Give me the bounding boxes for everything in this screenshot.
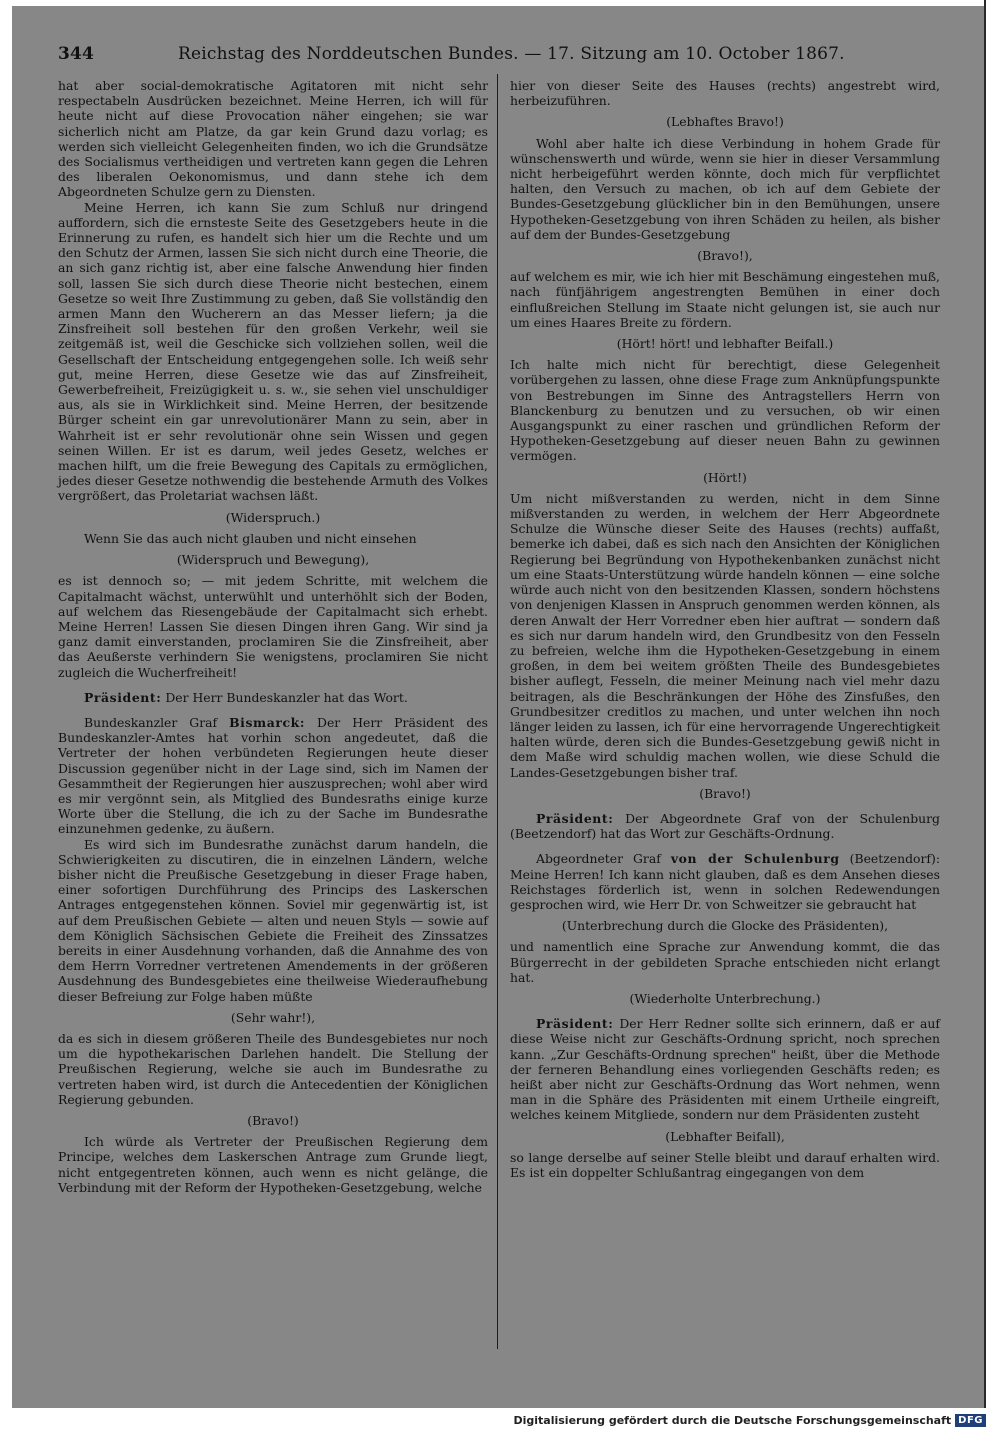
body-paragraph: Ich halte mich nicht für berechtigt, diese Gelegenheit vorübergehen zu lassen, ohne diese Frage zum Anknüpfungspunkte von Bestrebungen im Sinne des Antragstellers Herrn von Blanckenburg zu benutzen und zu versuchen, ob wir einen Ausgangspunkt zu einer raschen und gründlichen Reform der Hypotheken-Gesetzgebung auf dieser neuen Bahn zu gewinnen vermögen. xyxy=(510,357,940,464)
body-paragraph: auf welchem es mir, wie ich hier mit Beschämung eingestehen muß, nach fünfjährigem angestrengten Bemühen in einer doch einflußreichen Stellung im Staate nicht gelungen ist, sie auch nur um eines Haares Breite zu fördern. xyxy=(510,269,940,330)
speech-text: Der Abgeordnete Graf von der Schulenburg (Beetzendorf) hat das Wort zur Geschäfts-Ordnung. xyxy=(510,810,940,842)
interjection: (Bravo!) xyxy=(699,785,751,801)
interjection: (Unterbrechung durch die Glocke des Präsidenten), xyxy=(561,918,889,934)
speaker-name: Präsident: xyxy=(536,1016,614,1032)
interjection: (Bravo!) xyxy=(247,1113,299,1128)
page-border-right xyxy=(986,0,1000,1408)
speaker-paragraph xyxy=(58,715,488,837)
speech-text: Der Herr Redner sollte sich erinnern, daß er auf diese Weise nicht zur Geschäfts-Ordnung spricht, noch sprechen kann. „Zur Geschäfts-Ordnung sprechen" heißt, über die Methode der ferneren Behandlung eines vorliegenden Geschäfts reden; es heißt aber nicht zur Geschäfts-Ordnung das Wort nehmen, wenn man in die Sphäre des Präsidenten mit einem Urtheile eingreift, welches keinem Mitgliede, sondern nur dem Präsidenten zusteht xyxy=(510,1016,940,1123)
body-paragraph: so lange derselbe auf seiner Stelle bleibt und darauf erhalten wird. Es ist ein doppelter Schlußantrag eingegangen von dem xyxy=(510,1149,940,1180)
speaker-paragraph xyxy=(510,1016,940,1122)
interjection: (Bravo!), xyxy=(697,248,753,264)
speaker-paragraph xyxy=(510,811,940,841)
speaker-paragraph xyxy=(58,690,488,705)
speaker-title: Bundeskanzler Graf xyxy=(84,714,230,730)
body-paragraph: Es wird sich im Bundesrathe zunächst darum handeln, die Schwierigkeiten zu discutiren, die in einzelnen Ländern, welche bisher nicht die Preußische Gesetzgebung in dieser Frage haben, einer sofortigen Durchführung des Princips des Laskerschen Antrages entgegenstehen können. Soviel mir gegenwärtig ist, ist auf dem Preußischen Gebiete — alten und neuen Styls — sowie auf dem Königlich Sächsischen Gebiete die Freiheit des Zinssatzes bereits in einer Ausdehnung vorhanden, daß die Annahme des von dem Herrn Vorredner vertretenen Amendements in der größeren Ausdehnung des Bundesgebietes eine theilweise Wiederaufhebung dieser Befreiung zur Folge haben müßte xyxy=(58,836,488,1004)
body-paragraph: hat aber social-demokratische Agitatoren mit nicht sehr respectabeln Ausdrücken bezeichnet. Meine Herren, ich will für heute nicht auf diese Provocation näher eingehen; sie war sicherlich nicht am Platze, da gar kein Grund dazu vorlag; es werden sich vielleicht Gelegenheiten finden, wo ich die Grundsätze des Socialismus vertheidigen und vertreten kann gegen die Lehren des liberalen Oekonomismus, und dann stehe ich dem Abgeordneten Schulze gern zu Diensten. xyxy=(58,78,488,200)
interjection: (Sehr wahr!), xyxy=(230,1009,316,1025)
interjection: (Hört!) xyxy=(703,469,747,485)
speaker-paragraph xyxy=(510,851,940,912)
page-border-left xyxy=(0,0,12,1408)
body-paragraph: Um nicht mißverstanden zu werden, nicht in dem Sinne mißverstanden zu werden, in welchem der Herr Abgeordnete Schulze die Wünsche dieser Seite des Hauses (rechts) auffaßt, bemerke ich dabei, daß es sich nach den Ansichten der Königlichen Regierung bei Begründung von Hypothekenbanken zunächst nicht um eine Staats-Unterstützung würde handeln können — eine solche würde auch nicht von den besitzenden Klassen, sondern höchstens von denjenigen Klassen in Anspruch genommen werden können, als deren Anwalt der Herr Vorredner eben hier auftrat — sondern daß es sich nur darum handeln wird, den Grundbesitz von den Fesseln zu befreien, welche ihm die Hypotheken-Gesetzgebung in einem großen, in dem bei weitem größten Theile des Bundesgebietes bisher auflegt, Fesseln, die meiner Meinung nach viel mehr dazu beitragen, als die Beschränkungen der Höhe des Zinsfußes, den Grundbesitzer creditlos zu machen, und unter welchen ihn noch länger leiden zu lassen, ich für eine hervorragende Ungerechtigkeit halten würde, deren sich die Bundes-Gesetzgebung gewiß nicht in dem Maße wird schuldig machen wollen, wie diese Schuld die Landes-Gesetzgebungen bisher traf. xyxy=(510,490,940,780)
body-paragraph: es ist dennoch so; — mit jedem Schritte, mit welchem die Capitalmacht wächst, unterwühlt und unterhöhlt sich der Boden, auf welchem das Riesengebäude der Capitalmacht sich erhebt. Meine Herren! Lassen Sie diesen Dingen ihren Gang. Wir sind ja ganz damit einverstanden, proclamiren Sie die Zinsfreiheit, aber das Aeußerste verhindern Sie wenigstens, proclamiren Sie nicht zugleich die Wucherfreiheit! xyxy=(58,573,488,680)
page-number: 344 xyxy=(58,44,95,64)
interjection: (Widerspruch und Bewegung), xyxy=(176,552,370,568)
interjection: (Lebhaftes Bravo!) xyxy=(666,114,784,130)
footer-credit xyxy=(513,1414,986,1427)
body-paragraph: hier von dieser Seite des Hauses (rechts) angestrebt wird, herbeizuführen. xyxy=(510,78,940,109)
speech-text: (Beetzendorf): Meine Herren! Ich kann nicht glauben, daß es dem Ansehen dieses Reichstages förderlich ist, wenn in solchen Redewendungen gesprochen wird, wie Herr Dr. von Schweitzer sie gebraucht hat xyxy=(510,851,940,912)
speaker-title: Abgeordneter Graf xyxy=(536,851,671,867)
dfg-logo: DFG xyxy=(955,1414,986,1427)
body-paragraph: Ich würde als Vertreter der Preußischen Regierung dem Principe, welches dem Laskerschen Antrage zum Grunde liegt, nicht entgegentreten können, auch wenn es nicht gelänge, die Verbindung mit der Reform der Hypotheken-Gesetzgebung, welche xyxy=(58,1134,488,1195)
interjection: (Hört! hört! und lebhafter Beifall.) xyxy=(616,336,834,352)
column-divider xyxy=(497,74,498,1349)
footer-text: Digitalisierung gefördert durch die Deutsche Forschungsgemeinschaft xyxy=(513,1414,952,1427)
right-column xyxy=(510,78,940,1180)
interjection: (Wiederholte Unterbrechung.) xyxy=(629,990,821,1006)
speaker-name: von der Schulenburg xyxy=(670,851,840,867)
body-paragraph: Wenn Sie das auch nicht glauben und nicht einsehen xyxy=(84,530,417,546)
page-title: Reichstag des Norddeutschen Bundes. — 17. Sitzung am 10. October 1867. xyxy=(178,44,845,64)
body-paragraph: und namentlich eine Sprache zur Anwendung kommt, die das Bürgerrecht in der gebildeten Sprache entschieden nicht erlangt hat. xyxy=(510,939,940,985)
body-paragraph: da es sich in diesem größeren Theile des Bundesgebietes nur noch um die hypothekarischen Darlehen handelt. Die Stellung der Preußischen Regierung, welche sie auch im Bundesrathe zu vertreten haben wird, ist durch die Antecedentien der Königlichen Regierung gebunden. xyxy=(58,1030,488,1107)
page-edge-line xyxy=(984,0,986,1408)
left-column xyxy=(58,78,488,1195)
page-header xyxy=(58,44,938,68)
body-paragraph: Meine Herren, ich kann Sie zum Schluß nur dringend auffordern, sich die ernsteste Seite des Gesetzgebers heute in die Erinnerung zu rufen, es handelt sich hier um die Rechte und um den Schutz der Armen, lassen Sie sich nicht durch eine Theorie, die an sich ganz richtig ist, aber eine falsche Anwendung hier finden soll, lassen Sie sich durch diese Theorie nicht bestechen, einem Gesetze so weit Ihre Zustimmung zu geben, daß Sie vollständig den armen Mann den Wucherern an das Messer liefern; ja die Zinsfreiheit soll bestehen für den großen Verkehr, weil sie zeitgemäß ist, weil die Geschicke sich vollziehen sollen, weil die Gesellschaft der Entscheidung entgegengehen solle. Ich weiß sehr gut, meine Herren, diese Gesetze wie das auf Zinsfreiheit, Gewerbefreiheit, Freizügigkeit u. s. w., sie sehen viel unschuldiger aus, als sie in Wirklichkeit sind. Meine Herren, der besitzende Bürger scheint ein gar unrevolutionärer Mann zu sein, aber in Wahrheit ist er sehr revolutionär ohne sein Wissen und gegen seinen Willen. Er ist es darum, weil jedes Gesetz, welches er machen hilft, um die freie Bewegung des Capitals zu ermöglichen, jedes dieser Gesetze nothwendig die bestehende Armuth des Volkes vergrößert, das Proletariat wachsen läßt. xyxy=(58,199,488,504)
body-paragraph: Wohl aber halte ich diese Verbindung in hohem Grade für wünschenswerth und würde, wenn sie hier in dieser Versammlung nicht herbeigeführt werden könnte, doch mich für verpflichtet halten, den Versuch zu machen, ob ich auf dem Gebiete der Bundes-Gesetzgebung glücklicher bin in den Bemühungen, unsere Hypotheken-Gesetzgebung von ihren Schäden zu heilen, als bisher auf dem der Bundes-Gesetzgebung xyxy=(510,135,940,242)
page-border-top xyxy=(0,0,1000,6)
speaker-name: Präsident: xyxy=(536,810,614,826)
interjection: (Widerspruch.) xyxy=(225,509,321,525)
speaker-name: Präsident: xyxy=(84,689,162,705)
speaker-name: Bismarck: xyxy=(229,714,306,730)
speech-text: Der Herr Bundeskanzler hat das Wort. xyxy=(161,689,408,705)
speech-text: Der Herr Präsident des Bundeskanzler-Amtes hat vorhin schon angedeutet, daß die Vertreter der hohen verbündeten Regierungen heute dieser Discussion gegenüber nicht in der Lage sind, sich im Namen der Gesammtheit der Regierungen hier auszusprechen; wohl aber wird es mir vergönnt sein, als Mitglied des Bundesraths einige kurze Worte über die Stellung, die ich zu der Sache im Bundesrathe einzunehmen gedenke, zu äußern. xyxy=(58,714,488,837)
interjection: (Lebhafter Beifall), xyxy=(665,1128,785,1144)
